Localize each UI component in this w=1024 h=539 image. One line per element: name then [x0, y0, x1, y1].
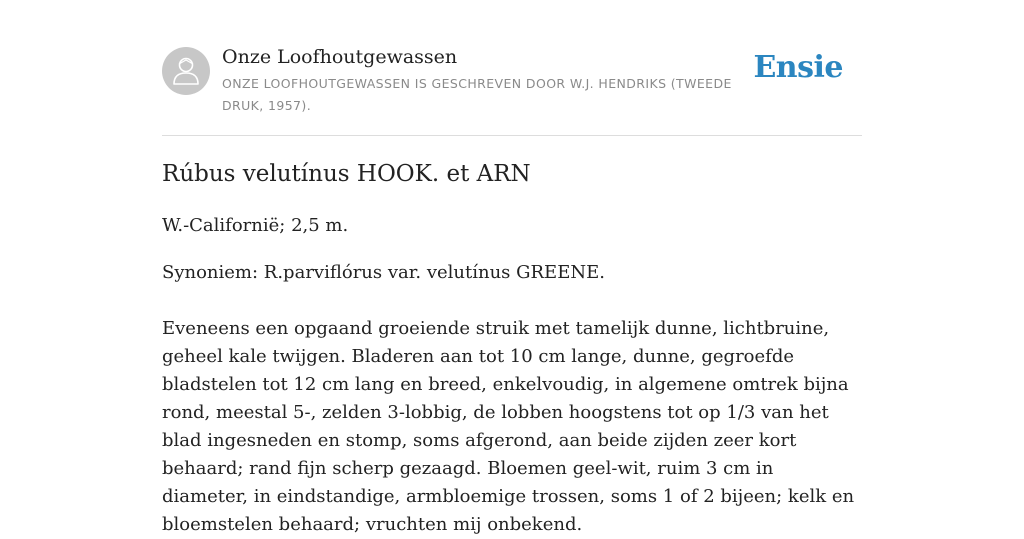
- source-header: [162, 44, 862, 136]
- source-title[interactable]: Onze Loofhoutgewassen: [222, 46, 458, 68]
- entry-title: Rúbus velutínus HOOK. et ARN: [162, 161, 531, 187]
- user-avatar-icon[interactable]: [162, 47, 210, 95]
- entry-content: [162, 158, 862, 539]
- header-divider: [162, 135, 862, 136]
- entry-origin: W.-Californië; 2,5 m.: [162, 215, 349, 236]
- entry-description: Eveneens een opgaand groeiende struik met tamelijk dunne, lichtbruine, geheel kale twijgen. Bladeren aan tot 10 cm lange, dunne, gegroefde bladstelen tot 12 cm lang en breed, enkelvoudig, in algemene omtrek bijna rond, meestal 5-, zelden 3-lobbig, de lobben hoogstens tot op 1/3 van het blad ingesneden en stomp, soms afgerond, aan beide zijden zeer kort behaard; rand fijn scherp gezaagd. Bloemen geel-wit, ruim 3 cm in diameter, in eindstandige, armbloemige trossen, soms 1 of 2 bijeen; kelk en bloemstelen behaard; vruchten mij onbekend.: [162, 318, 855, 535]
- source-description: ONZE LOOFHOUTGEWASSEN IS GESCHREVEN DOOR W.J. HENDRIKS (TWEEDE DRUK, 1957).: [222, 76, 732, 113]
- brand-logo[interactable]: Ensie: [753, 50, 843, 85]
- entry-synonym: Synoniem: R.parviflórus var. velutínus GREENE.: [162, 262, 605, 283]
